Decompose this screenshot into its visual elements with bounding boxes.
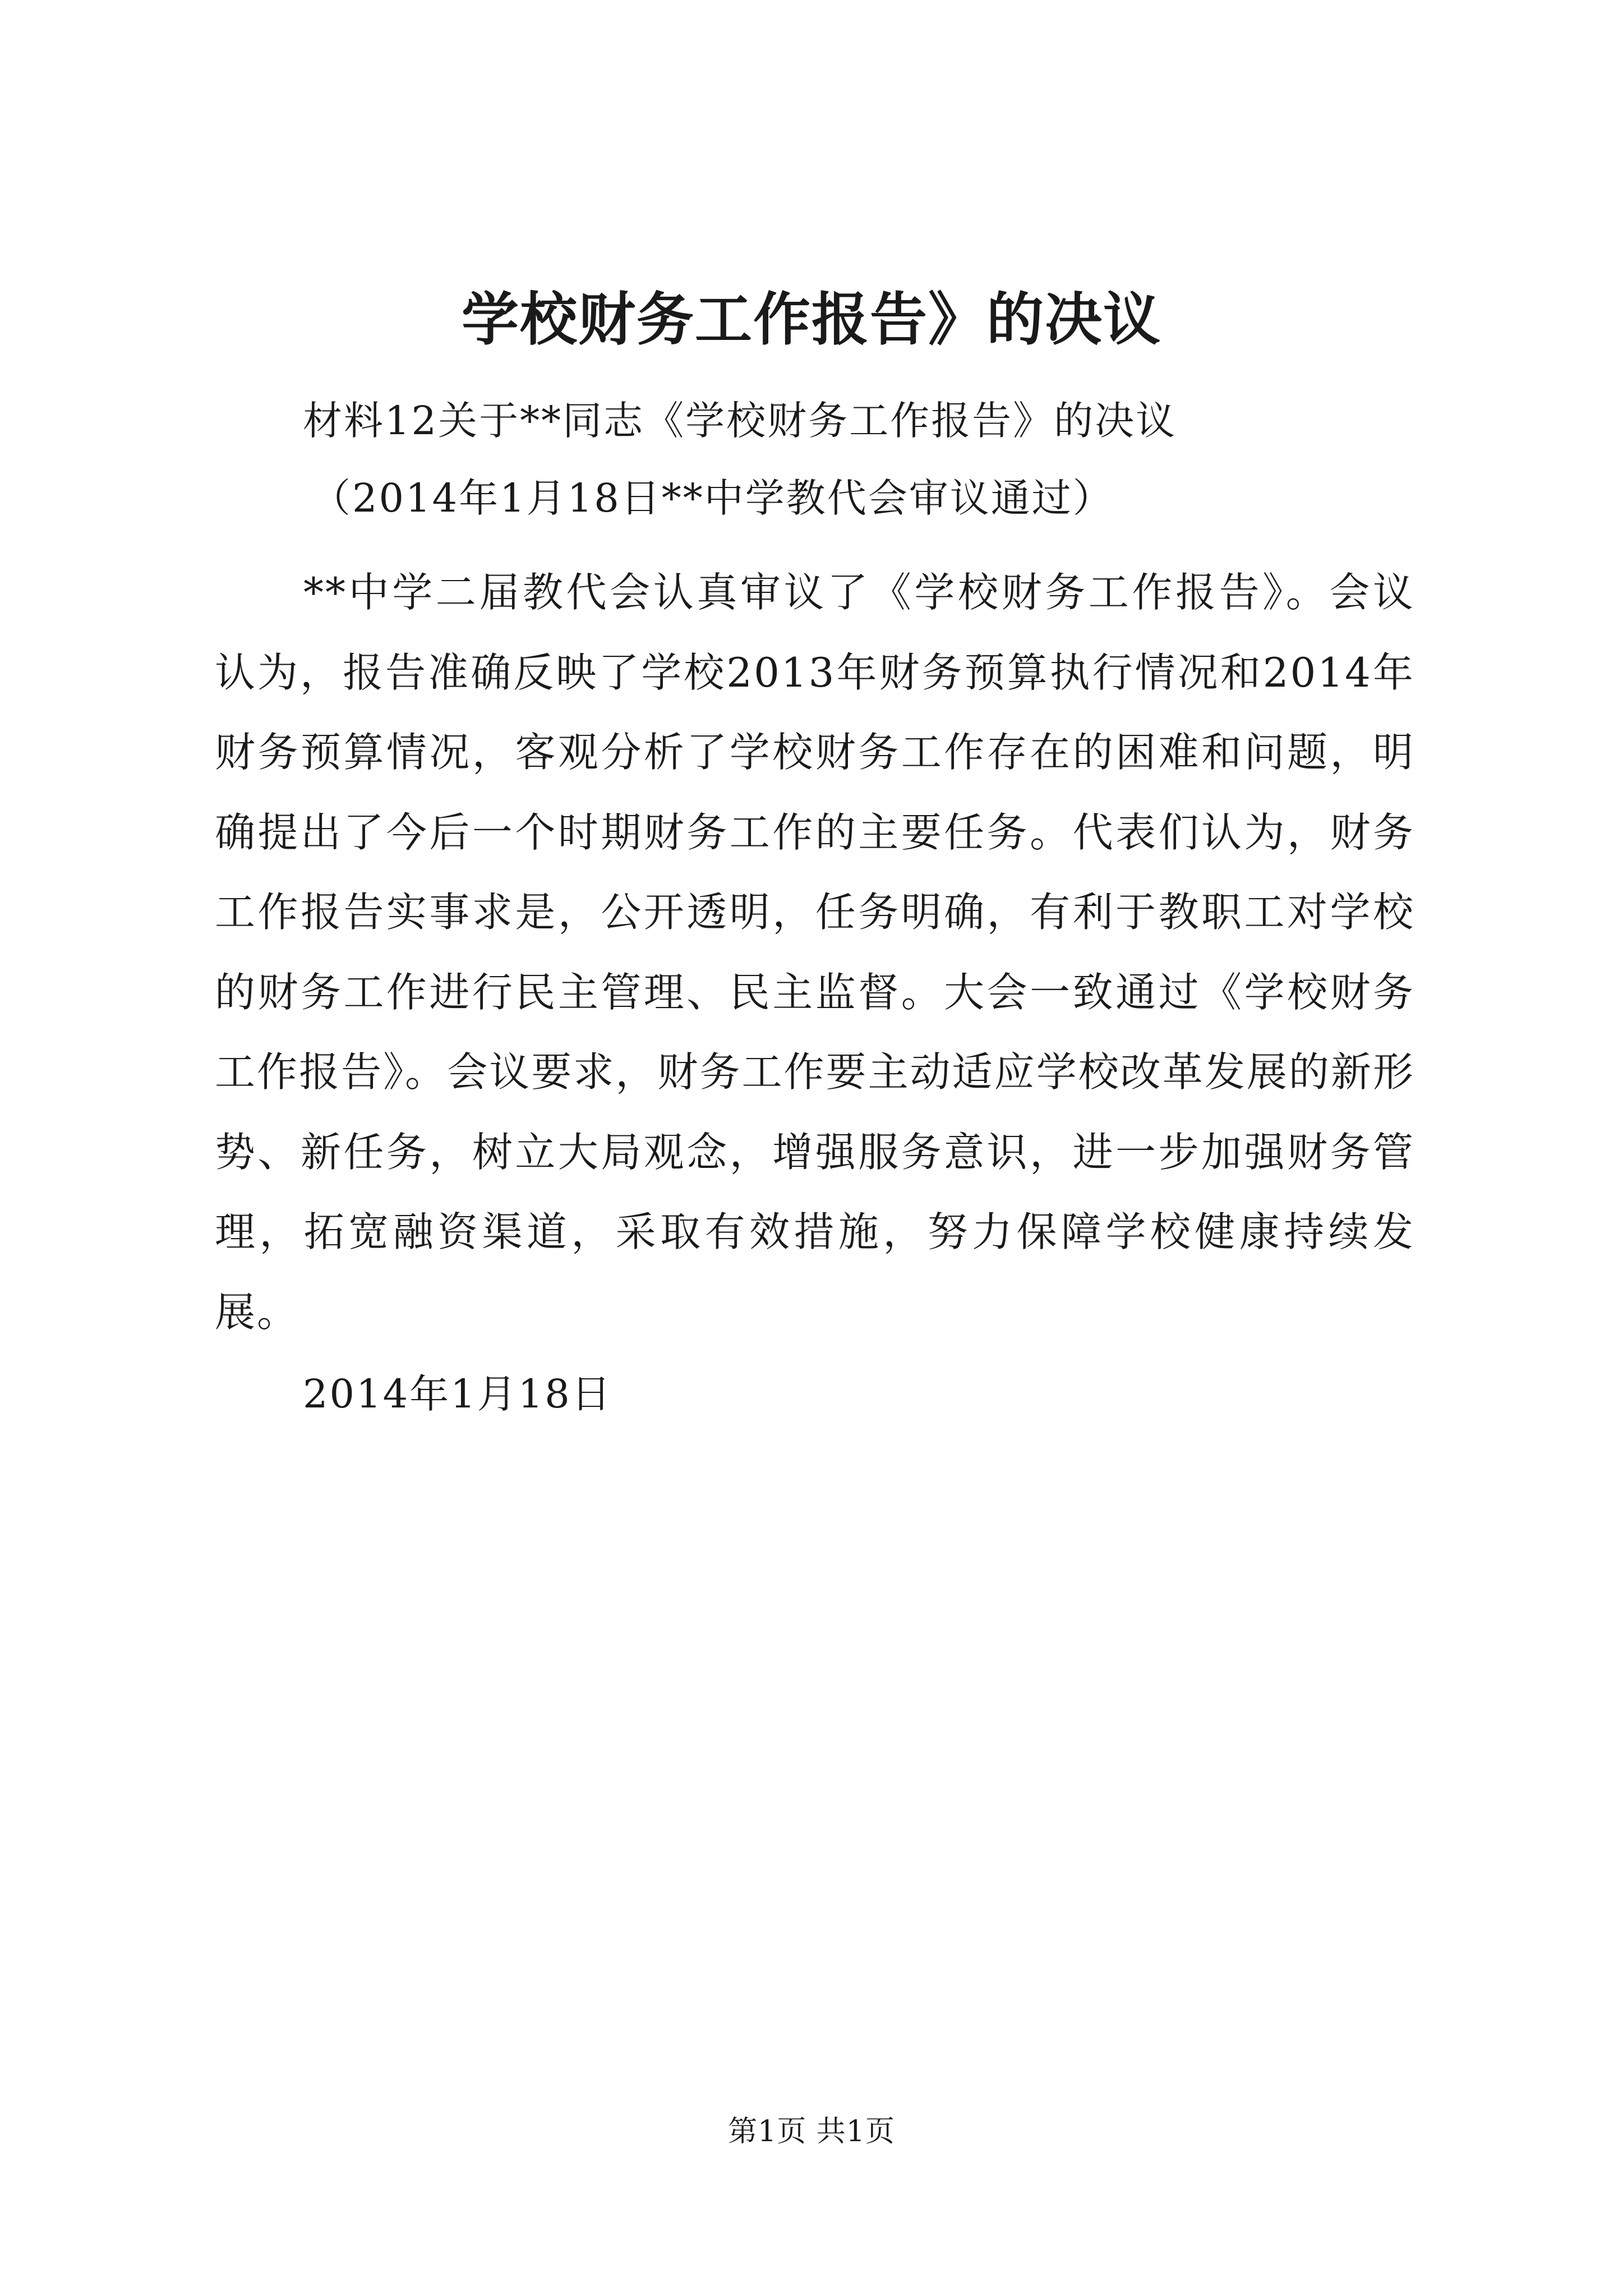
page-number-footer: 第1页 共1页 (728, 2115, 895, 2148)
document-date: 2014年1月18日 (303, 1371, 612, 1417)
document-title: 学校财务工作报告》的决议 (462, 286, 1161, 353)
approval-note: （2014年1月18日**中学教代会审议通过） (311, 475, 1114, 521)
document-subtitle: 材料12关于**同志《学校财务工作报告》的决议 (303, 398, 1177, 444)
body-paragraph: **中学二届教代会认真审议了《学校财务工作报告》。会议认为，报告准确反映了学校2013年财务预算执行情况和2014年财务预算情况，客观分析了学校财务工作存在的困难和问题，明确提出了今后一个时期财务工作的主要任务。代表们认为，财务工作报告实事求是，公开透明，任务明确，有利于教职工对学校的财务工作进行民主管理、民主监督。大会一致通过《学校财务工作报告》。会议要求，财务工作要主动适应学校改革发展的新形势、新任务，树立大局观念，增强服务意识，进一步加强财务管理，拓宽融资渠道，采取有效措施，努力保障学校健康持续发展。 (215, 569, 1415, 1336)
